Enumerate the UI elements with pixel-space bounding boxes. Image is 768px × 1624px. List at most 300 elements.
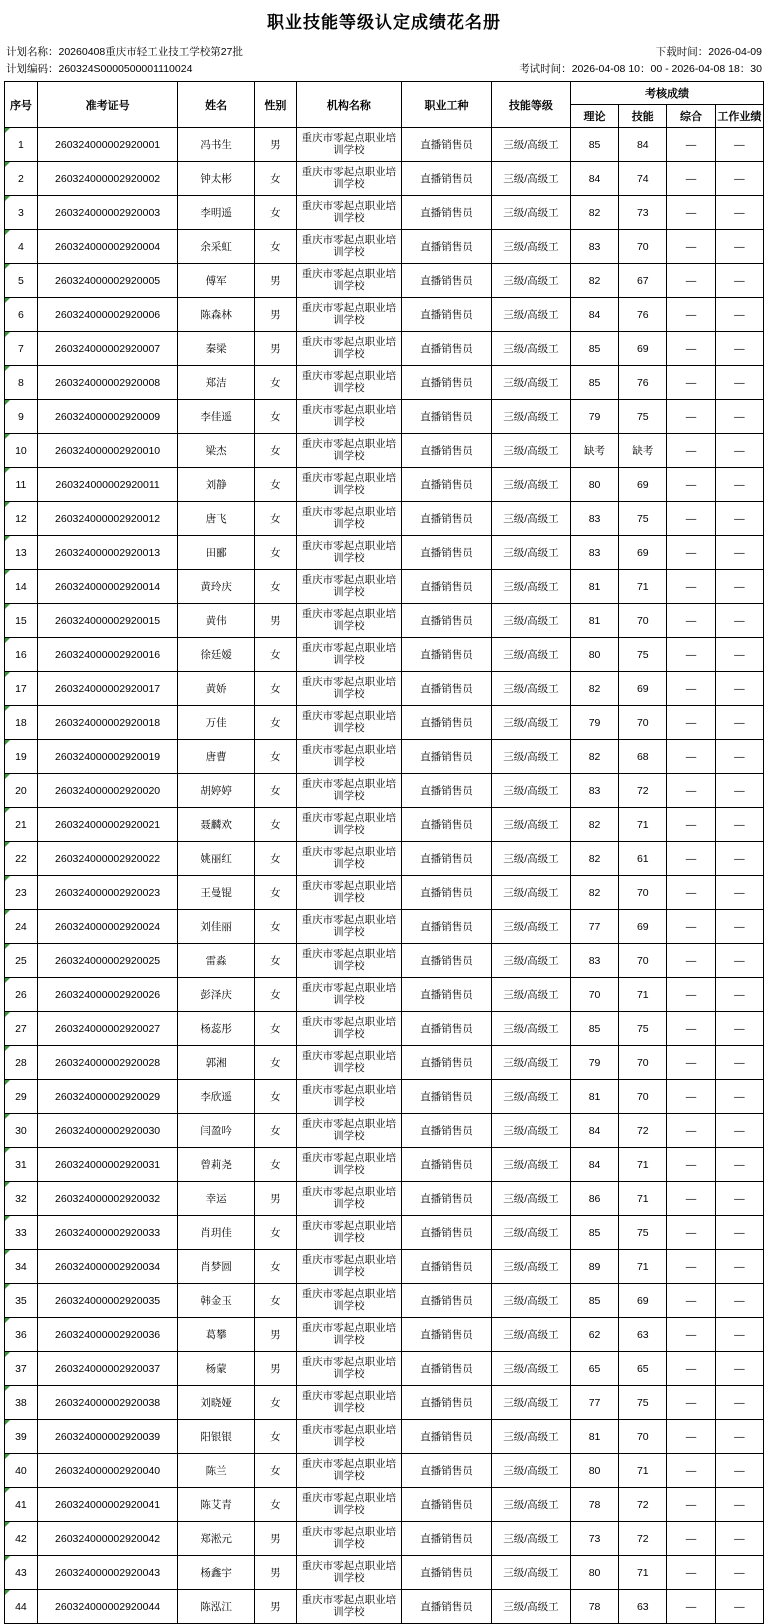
row-org: 重庆市零起点职业培训学校 bbox=[296, 434, 401, 468]
row-theory: 83 bbox=[570, 536, 618, 570]
table-row bbox=[5, 1590, 764, 1624]
row-name: 雷淼 bbox=[178, 944, 255, 978]
row-index: 19 bbox=[5, 740, 38, 774]
row-comprehensive: — bbox=[667, 1148, 715, 1182]
row-sex: 男 bbox=[255, 332, 297, 366]
row-level: 三级/高级工 bbox=[491, 128, 570, 162]
row-name: 陈森林 bbox=[178, 298, 255, 332]
row-ticket: 260324000002920016 bbox=[37, 638, 177, 672]
row-org: 重庆市零起点职业培训学校 bbox=[296, 1386, 401, 1420]
row-comprehensive: — bbox=[667, 1012, 715, 1046]
row-org: 重庆市零起点职业培训学校 bbox=[296, 1454, 401, 1488]
row-level: 三级/高级工 bbox=[491, 536, 570, 570]
row-theory: 81 bbox=[570, 1420, 618, 1454]
row-org: 重庆市零起点职业培训学校 bbox=[296, 1590, 401, 1624]
row-org: 重庆市零起点职业培训学校 bbox=[296, 1420, 401, 1454]
row-comprehensive: — bbox=[667, 1216, 715, 1250]
row-index: 44 bbox=[5, 1590, 38, 1624]
row-ticket: 260324000002920009 bbox=[37, 400, 177, 434]
row-ticket: 260324000002920019 bbox=[37, 740, 177, 774]
row-skill: 71 bbox=[619, 1556, 667, 1590]
row-index: 12 bbox=[5, 502, 38, 536]
row-work: — bbox=[715, 1046, 763, 1080]
row-org: 重庆市零起点职业培训学校 bbox=[296, 944, 401, 978]
roster-table bbox=[4, 81, 764, 1624]
row-comprehensive: — bbox=[667, 332, 715, 366]
row-sex: 女 bbox=[255, 672, 297, 706]
row-index: 37 bbox=[5, 1352, 38, 1386]
row-ticket: 260324000002920030 bbox=[37, 1114, 177, 1148]
row-comprehensive: — bbox=[667, 1114, 715, 1148]
row-comprehensive: — bbox=[667, 944, 715, 978]
row-work: — bbox=[715, 1522, 763, 1556]
row-work: — bbox=[715, 230, 763, 264]
row-index: 23 bbox=[5, 876, 38, 910]
row-level: 三级/高级工 bbox=[491, 230, 570, 264]
row-ticket: 260324000002920039 bbox=[37, 1420, 177, 1454]
row-index: 24 bbox=[5, 910, 38, 944]
header-theory: 理论 bbox=[570, 105, 618, 128]
row-ticket: 260324000002920032 bbox=[37, 1182, 177, 1216]
row-level: 三级/高级工 bbox=[491, 400, 570, 434]
row-org: 重庆市零起点职业培训学校 bbox=[296, 740, 401, 774]
row-name: 肖玥佳 bbox=[178, 1216, 255, 1250]
row-name: 李明遥 bbox=[178, 196, 255, 230]
row-ticket: 260324000002920028 bbox=[37, 1046, 177, 1080]
row-comprehensive: — bbox=[667, 910, 715, 944]
row-org: 重庆市零起点职业培训学校 bbox=[296, 264, 401, 298]
row-work: — bbox=[715, 1284, 763, 1318]
table-head bbox=[5, 82, 764, 128]
row-level: 三级/高级工 bbox=[491, 1046, 570, 1080]
row-ticket: 260324000002920006 bbox=[37, 298, 177, 332]
row-comprehensive: — bbox=[667, 400, 715, 434]
row-job: 直播销售员 bbox=[402, 774, 492, 808]
row-theory: 77 bbox=[570, 1386, 618, 1420]
row-work: — bbox=[715, 502, 763, 536]
row-index: 38 bbox=[5, 1386, 38, 1420]
row-work: — bbox=[715, 1454, 763, 1488]
row-sex: 女 bbox=[255, 230, 297, 264]
row-skill: 72 bbox=[619, 1522, 667, 1556]
row-comprehensive: — bbox=[667, 468, 715, 502]
row-org: 重庆市零起点职业培训学校 bbox=[296, 1114, 401, 1148]
row-skill: 63 bbox=[619, 1318, 667, 1352]
table-row bbox=[5, 1318, 764, 1352]
table-row bbox=[5, 1522, 764, 1556]
header-level: 技能等级 bbox=[491, 82, 570, 128]
row-ticket: 260324000002920036 bbox=[37, 1318, 177, 1352]
row-skill: 70 bbox=[619, 604, 667, 638]
row-theory: 83 bbox=[570, 230, 618, 264]
row-skill: 75 bbox=[619, 638, 667, 672]
row-ticket: 260324000002920007 bbox=[37, 332, 177, 366]
row-level: 三级/高级工 bbox=[491, 196, 570, 230]
plan-code-value: 260324S0000500001110024 bbox=[58, 63, 193, 75]
row-theory: 77 bbox=[570, 910, 618, 944]
row-sex: 女 bbox=[255, 1250, 297, 1284]
row-org: 重庆市零起点职业培训学校 bbox=[296, 978, 401, 1012]
row-comprehensive: — bbox=[667, 978, 715, 1012]
row-comprehensive: — bbox=[667, 1250, 715, 1284]
row-level: 三级/高级工 bbox=[491, 808, 570, 842]
row-name: 刘佳丽 bbox=[178, 910, 255, 944]
row-index: 40 bbox=[5, 1454, 38, 1488]
row-ticket: 260324000002920025 bbox=[37, 944, 177, 978]
row-index: 13 bbox=[5, 536, 38, 570]
header-skill: 技能 bbox=[619, 105, 667, 128]
row-org: 重庆市零起点职业培训学校 bbox=[296, 1522, 401, 1556]
row-skill: 71 bbox=[619, 808, 667, 842]
row-index: 43 bbox=[5, 1556, 38, 1590]
row-comprehensive: — bbox=[667, 740, 715, 774]
row-comprehensive: — bbox=[667, 1318, 715, 1352]
row-name: 肖梦圆 bbox=[178, 1250, 255, 1284]
row-job: 直播销售员 bbox=[402, 332, 492, 366]
row-level: 三级/高级工 bbox=[491, 1114, 570, 1148]
row-name: 陈兰 bbox=[178, 1454, 255, 1488]
row-theory: 82 bbox=[570, 740, 618, 774]
row-theory: 82 bbox=[570, 808, 618, 842]
row-job: 直播销售员 bbox=[402, 1012, 492, 1046]
row-name: 彭泽庆 bbox=[178, 978, 255, 1012]
row-name: 徐廷嫒 bbox=[178, 638, 255, 672]
row-sex: 女 bbox=[255, 1420, 297, 1454]
row-skill: 72 bbox=[619, 1488, 667, 1522]
table-row bbox=[5, 1114, 764, 1148]
row-org: 重庆市零起点职业培训学校 bbox=[296, 196, 401, 230]
row-work: — bbox=[715, 1148, 763, 1182]
table-body bbox=[5, 128, 764, 1624]
row-job: 直播销售员 bbox=[402, 1284, 492, 1318]
table-row bbox=[5, 740, 764, 774]
row-skill: 76 bbox=[619, 298, 667, 332]
row-name: 胡婷婷 bbox=[178, 774, 255, 808]
row-level: 三级/高级工 bbox=[491, 366, 570, 400]
page-title: 职业技能等级认定成绩花名册 bbox=[267, 13, 501, 32]
row-skill: 75 bbox=[619, 1386, 667, 1420]
row-level: 三级/高级工 bbox=[491, 434, 570, 468]
row-work: — bbox=[715, 366, 763, 400]
row-work: — bbox=[715, 1318, 763, 1352]
row-ticket: 260324000002920035 bbox=[37, 1284, 177, 1318]
plan-name-label: 计划名称： bbox=[6, 46, 59, 58]
row-job: 直播销售员 bbox=[402, 1522, 492, 1556]
row-comprehensive: — bbox=[667, 808, 715, 842]
row-sex: 男 bbox=[255, 1352, 297, 1386]
row-theory: 79 bbox=[570, 1046, 618, 1080]
row-name: 李佳遥 bbox=[178, 400, 255, 434]
row-comprehensive: — bbox=[667, 1556, 715, 1590]
row-theory: 73 bbox=[570, 1522, 618, 1556]
row-skill: 69 bbox=[619, 1284, 667, 1318]
row-org: 重庆市零起点职业培训学校 bbox=[296, 1284, 401, 1318]
row-job: 直播销售员 bbox=[402, 944, 492, 978]
row-ticket: 260324000002920029 bbox=[37, 1080, 177, 1114]
header-comprehensive: 综合 bbox=[667, 105, 715, 128]
row-index: 8 bbox=[5, 366, 38, 400]
row-level: 三级/高级工 bbox=[491, 264, 570, 298]
row-comprehensive: — bbox=[667, 1352, 715, 1386]
row-level: 三级/高级工 bbox=[491, 468, 570, 502]
table-row bbox=[5, 978, 764, 1012]
row-name: 田郦 bbox=[178, 536, 255, 570]
row-name: 黄伟 bbox=[178, 604, 255, 638]
row-skill: 70 bbox=[619, 1046, 667, 1080]
row-job: 直播销售员 bbox=[402, 1386, 492, 1420]
row-theory: 65 bbox=[570, 1352, 618, 1386]
row-sex: 女 bbox=[255, 978, 297, 1012]
row-work: — bbox=[715, 876, 763, 910]
row-index: 14 bbox=[5, 570, 38, 604]
row-org: 重庆市零起点职业培训学校 bbox=[296, 1216, 401, 1250]
row-org: 重庆市零起点职业培训学校 bbox=[296, 604, 401, 638]
row-org: 重庆市零起点职业培训学校 bbox=[296, 162, 401, 196]
row-job: 直播销售员 bbox=[402, 1556, 492, 1590]
row-ticket: 260324000002920015 bbox=[37, 604, 177, 638]
row-theory: 81 bbox=[570, 570, 618, 604]
row-work: — bbox=[715, 1012, 763, 1046]
row-skill: 70 bbox=[619, 1420, 667, 1454]
row-comprehensive: — bbox=[667, 366, 715, 400]
table-row bbox=[5, 1420, 764, 1454]
row-name: 秦梁 bbox=[178, 332, 255, 366]
row-skill: 73 bbox=[619, 196, 667, 230]
row-org: 重庆市零起点职业培训学校 bbox=[296, 1250, 401, 1284]
row-job: 直播销售员 bbox=[402, 1352, 492, 1386]
row-comprehensive: — bbox=[667, 196, 715, 230]
row-comprehensive: — bbox=[667, 298, 715, 332]
row-work: — bbox=[715, 1420, 763, 1454]
row-job: 直播销售员 bbox=[402, 1590, 492, 1624]
table-row bbox=[5, 604, 764, 638]
row-sex: 女 bbox=[255, 1080, 297, 1114]
table-row bbox=[5, 672, 764, 706]
row-job: 直播销售员 bbox=[402, 400, 492, 434]
row-theory: 86 bbox=[570, 1182, 618, 1216]
row-work: — bbox=[715, 1182, 763, 1216]
row-index: 26 bbox=[5, 978, 38, 1012]
row-ticket: 260324000002920040 bbox=[37, 1454, 177, 1488]
plan-code bbox=[6, 61, 192, 76]
row-sex: 男 bbox=[255, 1522, 297, 1556]
row-skill: 71 bbox=[619, 1182, 667, 1216]
row-index: 22 bbox=[5, 842, 38, 876]
row-job: 直播销售员 bbox=[402, 366, 492, 400]
table-row bbox=[5, 1454, 764, 1488]
row-ticket: 260324000002920020 bbox=[37, 774, 177, 808]
row-name: 郑淞元 bbox=[178, 1522, 255, 1556]
row-job: 直播销售员 bbox=[402, 298, 492, 332]
row-job: 直播销售员 bbox=[402, 876, 492, 910]
row-theory: 81 bbox=[570, 604, 618, 638]
row-level: 三级/高级工 bbox=[491, 502, 570, 536]
row-name: 韩金玉 bbox=[178, 1284, 255, 1318]
table-row bbox=[5, 1352, 764, 1386]
row-level: 三级/高级工 bbox=[491, 1284, 570, 1318]
row-ticket: 260324000002920022 bbox=[37, 842, 177, 876]
row-org: 重庆市零起点职业培训学校 bbox=[296, 1352, 401, 1386]
row-work: — bbox=[715, 1216, 763, 1250]
row-level: 三级/高级工 bbox=[491, 740, 570, 774]
row-level: 三级/高级工 bbox=[491, 1556, 570, 1590]
row-job: 直播销售员 bbox=[402, 740, 492, 774]
header-work: 工作业绩 bbox=[715, 105, 763, 128]
row-theory: 81 bbox=[570, 1080, 618, 1114]
row-name: 唐飞 bbox=[178, 502, 255, 536]
header-index: 序号 bbox=[5, 82, 38, 128]
row-theory: 80 bbox=[570, 1556, 618, 1590]
row-theory: 83 bbox=[570, 774, 618, 808]
row-comprehensive: — bbox=[667, 638, 715, 672]
row-index: 30 bbox=[5, 1114, 38, 1148]
row-job: 直播销售员 bbox=[402, 1488, 492, 1522]
row-index: 2 bbox=[5, 162, 38, 196]
row-index: 20 bbox=[5, 774, 38, 808]
row-comprehensive: — bbox=[667, 1420, 715, 1454]
row-sex: 男 bbox=[255, 1182, 297, 1216]
row-sex: 女 bbox=[255, 536, 297, 570]
row-level: 三级/高级工 bbox=[491, 1182, 570, 1216]
row-sex: 女 bbox=[255, 638, 297, 672]
row-org: 重庆市零起点职业培训学校 bbox=[296, 1182, 401, 1216]
row-level: 三级/高级工 bbox=[491, 706, 570, 740]
row-org: 重庆市零起点职业培训学校 bbox=[296, 1556, 401, 1590]
row-index: 3 bbox=[5, 196, 38, 230]
table-row bbox=[5, 162, 764, 196]
row-job: 直播销售员 bbox=[402, 570, 492, 604]
row-index: 18 bbox=[5, 706, 38, 740]
row-job: 直播销售员 bbox=[402, 1318, 492, 1352]
row-ticket: 260324000002920017 bbox=[37, 672, 177, 706]
row-ticket: 260324000002920005 bbox=[37, 264, 177, 298]
header-ticket: 准考证号 bbox=[37, 82, 177, 128]
row-job: 直播销售员 bbox=[402, 162, 492, 196]
row-name: 黄娇 bbox=[178, 672, 255, 706]
row-job: 直播销售员 bbox=[402, 1454, 492, 1488]
row-work: — bbox=[715, 196, 763, 230]
header-org: 机构名称 bbox=[296, 82, 401, 128]
row-skill: 71 bbox=[619, 1250, 667, 1284]
row-org: 重庆市零起点职业培训学校 bbox=[296, 774, 401, 808]
table-row bbox=[5, 128, 764, 162]
download-time-value: 2026-04-09 bbox=[708, 46, 762, 58]
row-skill: 68 bbox=[619, 740, 667, 774]
row-work: — bbox=[715, 910, 763, 944]
row-job: 直播销售员 bbox=[402, 706, 492, 740]
row-theory: 85 bbox=[570, 366, 618, 400]
row-org: 重庆市零起点职业培训学校 bbox=[296, 1012, 401, 1046]
row-name: 郑洁 bbox=[178, 366, 255, 400]
table-row bbox=[5, 774, 764, 808]
row-level: 三级/高级工 bbox=[491, 298, 570, 332]
row-sex: 女 bbox=[255, 910, 297, 944]
row-org: 重庆市零起点职业培训学校 bbox=[296, 808, 401, 842]
row-name: 陈艾青 bbox=[178, 1488, 255, 1522]
row-job: 直播销售员 bbox=[402, 604, 492, 638]
row-sex: 女 bbox=[255, 842, 297, 876]
row-theory: 85 bbox=[570, 128, 618, 162]
row-index: 34 bbox=[5, 1250, 38, 1284]
row-level: 三级/高级工 bbox=[491, 910, 570, 944]
row-sex: 男 bbox=[255, 1318, 297, 1352]
row-org: 重庆市零起点职业培训学校 bbox=[296, 638, 401, 672]
row-job: 直播销售员 bbox=[402, 808, 492, 842]
row-job: 直播销售员 bbox=[402, 1148, 492, 1182]
row-name: 李欣遥 bbox=[178, 1080, 255, 1114]
row-skill: 72 bbox=[619, 774, 667, 808]
plan-code-label: 计划编码： bbox=[6, 63, 59, 75]
row-work: — bbox=[715, 570, 763, 604]
row-org: 重庆市零起点职业培训学校 bbox=[296, 1046, 401, 1080]
row-skill: 67 bbox=[619, 264, 667, 298]
row-name: 黄玲庆 bbox=[178, 570, 255, 604]
row-sex: 女 bbox=[255, 1046, 297, 1080]
row-comprehensive: — bbox=[667, 502, 715, 536]
row-index: 6 bbox=[5, 298, 38, 332]
row-index: 36 bbox=[5, 1318, 38, 1352]
row-work: — bbox=[715, 264, 763, 298]
row-skill: 69 bbox=[619, 672, 667, 706]
table-row bbox=[5, 944, 764, 978]
row-ticket: 260324000002920013 bbox=[37, 536, 177, 570]
table-row bbox=[5, 196, 764, 230]
row-ticket: 260324000002920018 bbox=[37, 706, 177, 740]
row-work: — bbox=[715, 128, 763, 162]
row-sex: 女 bbox=[255, 400, 297, 434]
row-comprehensive: — bbox=[667, 876, 715, 910]
row-sex: 男 bbox=[255, 1590, 297, 1624]
table-row bbox=[5, 468, 764, 502]
table-row bbox=[5, 808, 764, 842]
row-theory: 84 bbox=[570, 298, 618, 332]
row-job: 直播销售员 bbox=[402, 1046, 492, 1080]
row-work: — bbox=[715, 740, 763, 774]
row-name: 杨鑫宇 bbox=[178, 1556, 255, 1590]
row-work: — bbox=[715, 1386, 763, 1420]
row-theory: 82 bbox=[570, 264, 618, 298]
row-skill: 84 bbox=[619, 128, 667, 162]
row-skill: 70 bbox=[619, 1080, 667, 1114]
row-name: 陈泓江 bbox=[178, 1590, 255, 1624]
row-skill: 75 bbox=[619, 1012, 667, 1046]
row-comprehensive: — bbox=[667, 1522, 715, 1556]
row-theory: 78 bbox=[570, 1590, 618, 1624]
row-theory: 85 bbox=[570, 1012, 618, 1046]
row-ticket: 260324000002920042 bbox=[37, 1522, 177, 1556]
row-name: 冯书生 bbox=[178, 128, 255, 162]
row-skill: 71 bbox=[619, 978, 667, 1012]
row-ticket: 260324000002920026 bbox=[37, 978, 177, 1012]
row-level: 三级/高级工 bbox=[491, 1420, 570, 1454]
table-row bbox=[5, 570, 764, 604]
row-name: 唐曹 bbox=[178, 740, 255, 774]
header-row-top bbox=[5, 82, 764, 105]
row-org: 重庆市零起点职业培训学校 bbox=[296, 502, 401, 536]
row-level: 三级/高级工 bbox=[491, 1148, 570, 1182]
row-level: 三级/高级工 bbox=[491, 1590, 570, 1624]
row-sex: 男 bbox=[255, 298, 297, 332]
table-row bbox=[5, 706, 764, 740]
row-org: 重庆市零起点职业培训学校 bbox=[296, 706, 401, 740]
table-row bbox=[5, 1488, 764, 1522]
row-index: 21 bbox=[5, 808, 38, 842]
row-level: 三级/高级工 bbox=[491, 1250, 570, 1284]
table-row bbox=[5, 842, 764, 876]
row-ticket: 260324000002920008 bbox=[37, 366, 177, 400]
row-ticket: 260324000002920037 bbox=[37, 1352, 177, 1386]
row-skill: 69 bbox=[619, 468, 667, 502]
